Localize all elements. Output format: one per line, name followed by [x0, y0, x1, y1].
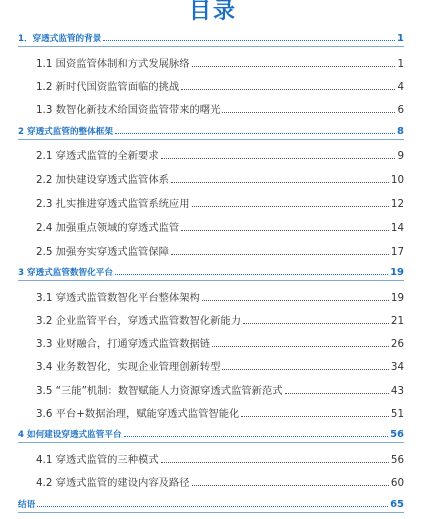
toc-leader-dots	[285, 393, 389, 394]
toc-entry-label: 2 穿透式监管的整体框架	[18, 127, 113, 137]
toc-entry-page: 4	[397, 81, 404, 93]
toc-entry-section-4-2[interactable]	[36, 474, 404, 489]
toc-entry-label: 4 如何建设穿透式监管平台	[18, 430, 122, 440]
toc-entry-page: 34	[390, 361, 404, 373]
toc-leader-dots	[161, 462, 389, 463]
toc-leader-dots	[222, 112, 395, 113]
chapter-underline	[18, 280, 404, 281]
toc-entry-page: 65	[390, 499, 404, 510]
toc-leader-dots	[222, 369, 388, 370]
toc-leader-dots	[115, 133, 395, 134]
chapter-underline	[18, 442, 404, 443]
toc-entry-label: 2.2 加快建设穿透式监管体系	[36, 174, 169, 186]
toc-entry-label: 1．穿透式监管的背景	[18, 34, 102, 44]
toc-entry-label: 4.1 穿透式监管的三种模式	[36, 454, 159, 466]
toc-entry-section-4-1[interactable]	[36, 451, 404, 466]
toc-entry-page: 21	[390, 315, 404, 327]
toc-entry-page: 14	[390, 222, 404, 234]
toc-entry-conclusion[interactable]	[18, 498, 404, 510]
toc-entry-label: 4.2 穿透式监管的建设内容及路径	[36, 477, 190, 489]
toc-entry-label: 3 穿透式监管数智化平台	[18, 268, 113, 278]
toc-leader-dots	[124, 436, 389, 437]
toc-leader-dots	[241, 416, 389, 417]
toc-entry-page: 10	[390, 174, 404, 186]
toc-entry-section-2-3[interactable]	[36, 195, 404, 210]
toc-entry-page: 43	[390, 385, 404, 397]
toc-entry-page: 17	[390, 246, 404, 258]
toc-entry-label: 结语	[18, 500, 36, 510]
toc-entry-chapter-4[interactable]	[18, 428, 404, 440]
toc-leader-dots	[192, 206, 389, 207]
toc-entry-page: 12	[390, 198, 404, 210]
toc-entry-label: 3.4 业务数智化，实现企业管理创新转型	[36, 361, 221, 373]
toc-entry-page: 56	[390, 454, 404, 466]
toc-leader-dots	[161, 158, 396, 159]
toc-entry-label: 3.6 平台+数据治理，赋能穿透式监管智能化	[36, 408, 240, 420]
toc-entry-page: 26	[390, 338, 404, 350]
toc-entry-label: 3.2 企业监管平台，穿透式监管数智化新能力	[36, 315, 241, 327]
toc-entry-section-3-2[interactable]	[36, 312, 404, 327]
chapter-underline	[18, 512, 404, 513]
toc-entry-page: 1	[397, 33, 404, 44]
toc-leader-dots	[171, 254, 389, 255]
toc-entry-label: 3.3 业财融合，打通穿透式监管数据链	[36, 338, 211, 350]
toc-entry-page: 60	[390, 477, 404, 489]
toc-entry-label: 2.3 扎实推进穿透式监管系统应用	[36, 198, 190, 210]
toc-entry-section-3-6[interactable]	[36, 405, 404, 420]
toc-entry-page: 51	[390, 408, 404, 420]
toc-entry-section-1-3[interactable]	[36, 101, 404, 116]
toc-entry-page: 1	[397, 58, 404, 70]
toc-entry-label: 3.1 穿透式监管数智化平台整体架构	[36, 292, 200, 304]
toc-entry-section-2-1[interactable]	[36, 147, 404, 162]
toc-leader-dots	[181, 89, 395, 90]
toc-leader-dots	[171, 182, 389, 183]
toc-leader-dots	[103, 40, 395, 41]
toc-leader-dots	[115, 274, 388, 275]
toc-entry-label: 2.5 加强夯实穿透式监管保障	[36, 246, 169, 258]
toc-entry-page: 56	[390, 429, 404, 440]
toc-entry-label: 1.1 国资监管体制和方式发展脉络	[36, 58, 190, 70]
toc-entry-page: 8	[397, 126, 404, 137]
toc-leader-dots	[192, 66, 396, 67]
chapter-underline	[18, 139, 404, 140]
chapter-underline	[18, 46, 404, 47]
toc-entry-chapter-3[interactable]	[18, 266, 404, 278]
toc-entry-label: 3.5 “三能”机制：数智赋能人力资源穿透式监管新范式	[36, 385, 283, 397]
toc-entry-section-2-2[interactable]	[36, 171, 404, 186]
page-title: 目录	[188, 0, 237, 24]
toc-entry-label: 1.3 数智化新技术给国资监管带来的曙光	[36, 104, 221, 116]
toc-entry-section-2-4[interactable]	[36, 219, 404, 234]
toc-entry-section-3-5[interactable]	[36, 382, 404, 397]
toc-leader-dots	[202, 300, 389, 301]
toc-entry-label: 2.4 加强重点领域的穿透式监管	[36, 222, 180, 234]
toc-entry-page: 6	[397, 104, 404, 116]
toc-entry-page: 9	[397, 150, 404, 162]
toc-entry-page: 19	[390, 292, 404, 304]
toc-entry-chapter-1[interactable]	[18, 32, 404, 44]
toc-leader-dots	[212, 346, 389, 347]
toc-entry-section-1-1[interactable]	[36, 55, 404, 70]
toc-entry-label: 1.2 新时代国资监管面临的挑战	[36, 81, 180, 93]
toc-leader-dots	[181, 230, 389, 231]
toc-leader-dots	[243, 323, 389, 324]
toc-entry-label: 2.1 穿透式监管的全新要求	[36, 150, 159, 162]
toc-leader-dots	[192, 485, 389, 486]
toc-entry-chapter-2[interactable]	[18, 125, 404, 137]
toc-entry-section-3-4[interactable]	[36, 358, 404, 373]
toc-entry-section-1-2[interactable]	[36, 78, 404, 93]
toc-leader-dots	[37, 506, 388, 507]
toc-entry-section-3-1[interactable]	[36, 289, 404, 304]
toc-entry-page: 19	[390, 267, 404, 278]
toc-entry-section-2-5[interactable]	[36, 243, 404, 258]
toc-entry-section-3-3[interactable]	[36, 335, 404, 350]
